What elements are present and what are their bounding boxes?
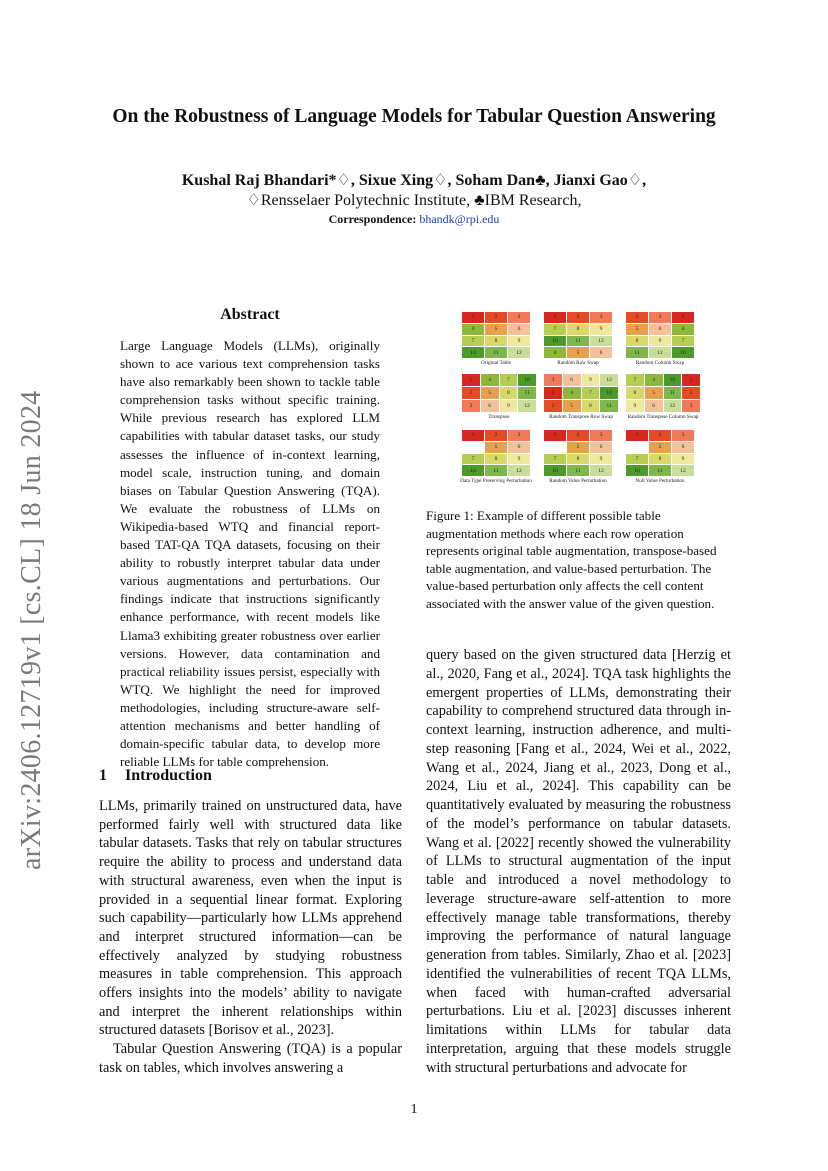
figure-table-grid bbox=[462, 430, 530, 476]
figure-table-cell: 7 bbox=[462, 454, 484, 465]
figure-table-cell: 1 bbox=[462, 430, 484, 441]
figure-table-cell: 6 bbox=[590, 442, 612, 453]
figure-table-cell: 11 bbox=[567, 336, 589, 347]
figure-table-cell: 11 bbox=[600, 400, 618, 412]
figure-table-cell: 12 bbox=[672, 465, 694, 476]
figure-table-cell: 8 bbox=[485, 454, 507, 465]
figure-table-cell: 12 bbox=[600, 374, 618, 386]
figure-table-cell: 2 bbox=[682, 387, 700, 399]
figure-table-grid bbox=[544, 430, 612, 476]
figure-table-cell: 2 bbox=[485, 430, 507, 441]
figure-panel-label: Transpose bbox=[488, 414, 510, 420]
figure-table-cell: 4 bbox=[563, 387, 581, 399]
figure-table-cell: 12 bbox=[518, 400, 536, 412]
figure-table-cell: 8 bbox=[500, 387, 518, 399]
figure-table-cell: 10 bbox=[544, 336, 566, 347]
figure-table-cell: 2 bbox=[626, 312, 648, 323]
figure-table-cell: 11 bbox=[664, 387, 682, 399]
figure-table-cell: 6 bbox=[508, 442, 530, 453]
figure-table-cell: 12 bbox=[649, 347, 671, 358]
figure-table-cell: 10 bbox=[462, 465, 484, 476]
figure-table-cell: 7 bbox=[582, 387, 600, 399]
section-number: 1 bbox=[99, 767, 107, 784]
figure-table-cell: 2 bbox=[567, 312, 589, 323]
figure-table-cell: 5 bbox=[567, 442, 589, 453]
figure-table-cell: 11 bbox=[485, 465, 507, 476]
figure-table-cell: 5 bbox=[649, 442, 671, 453]
figure-table-cell bbox=[544, 442, 566, 453]
figure-table-cell: 3 bbox=[649, 312, 671, 323]
correspondence-email-link[interactable]: bhandk@rpi.edu bbox=[419, 212, 500, 226]
figure-table-cell: 11 bbox=[485, 347, 507, 358]
figure-table-cell: 9 bbox=[508, 454, 530, 465]
figure-table-cell: 9 bbox=[508, 336, 530, 347]
figure-table-cell: 1 bbox=[626, 430, 648, 441]
figure-table-cell: 1 bbox=[682, 374, 700, 386]
figure-table-cell: 10 bbox=[672, 347, 694, 358]
figure-table-cell: 12 bbox=[590, 336, 612, 347]
figure-table-cell: 1 bbox=[672, 312, 694, 323]
figure-table-cell: 9 bbox=[500, 400, 518, 412]
figure-table-cell: 11 bbox=[567, 465, 589, 476]
figure-table-cell: 2 bbox=[485, 312, 507, 323]
figure-table-cell: 3 bbox=[462, 400, 480, 412]
figure-table-cell: 10 bbox=[600, 387, 618, 399]
figure-table-cell: 3 bbox=[508, 430, 530, 441]
section-title: Introduction bbox=[125, 767, 212, 784]
figure-table-cell: 9 bbox=[626, 400, 644, 412]
figure-table-cell: 8 bbox=[582, 400, 600, 412]
figure-table-cell: 9 bbox=[582, 374, 600, 386]
figure-panel-label: Null Value Perturbation bbox=[635, 478, 685, 484]
correspondence bbox=[60, 212, 768, 227]
figure-panel-label: Random Row Swap bbox=[557, 360, 599, 366]
figure-table-cell: 7 bbox=[672, 336, 694, 347]
figure-table-cell: 7 bbox=[500, 374, 518, 386]
figure-table-cell: 12 bbox=[508, 347, 530, 358]
figure-table-cell: 8 bbox=[626, 387, 644, 399]
figure-table-cell: 1 bbox=[462, 312, 484, 323]
intro-left-column bbox=[99, 797, 402, 1078]
abstract-heading: Abstract bbox=[220, 306, 280, 323]
figure-table-cell: 7 bbox=[626, 374, 644, 386]
figure-table-cell: 8 bbox=[485, 336, 507, 347]
figure-1 bbox=[462, 312, 698, 488]
figure-table-cell: 3 bbox=[544, 374, 562, 386]
figure-panel-label: Random Transpose Row Swap bbox=[549, 414, 613, 420]
figure-table-cell: 6 bbox=[590, 347, 612, 358]
figure-table-cell bbox=[462, 442, 484, 453]
figure-table-cell: 8 bbox=[567, 324, 589, 335]
figure-table-cell: 1 bbox=[544, 312, 566, 323]
figure-table-cell: 5 bbox=[645, 387, 663, 399]
figure-table-cell: 12 bbox=[664, 400, 682, 412]
abstract-text: Large Language Models (LLMs), originally shown to ace various text comprehension tasks have also remarkably been shown to tackle table comprehension tasks without specific training. While previous research has explored LLM capabilities with tabular dataset tasks, our study assesses the influence of in-context learning, model scale, instruction tuning, and domain biases on Tabular Question Answering (TQA). We evaluate the robustness of LLMs on Wikipedia-based WTQ and financial report-based TAT-QA TQA datasets, focusing on their ability to robustly interpret tabular data under various augmentations and perturbations. Our findings indicate that instructions significantly enhance performance, with recent models like Llama3 exhibiting greater robustness over earlier versions. However, data contamination and practical reliability issues persist, especially with WTQ. We highlight the need for improved methodologies, including structure-aware self-attention mechanisms and better handling of domain-specific tabular data, to develop more reliable LLMs for table comprehension. bbox=[120, 338, 380, 770]
section-heading-introduction bbox=[99, 767, 212, 785]
figure-table-cell: 6 bbox=[672, 442, 694, 453]
figure-table-cell: 4 bbox=[544, 347, 566, 358]
figure-table-cell: 12 bbox=[590, 465, 612, 476]
figure-table-cell: 10 bbox=[544, 465, 566, 476]
figure-table-cell: 3 bbox=[590, 430, 612, 441]
figure-table-cell: 3 bbox=[508, 312, 530, 323]
figure-table-cell: 5 bbox=[481, 387, 499, 399]
figure-table-cell: 3 bbox=[672, 430, 694, 441]
figure-table-cell: 4 bbox=[462, 324, 484, 335]
figure-table-cell: 2 bbox=[462, 387, 480, 399]
figure-table-cell: 3 bbox=[682, 400, 700, 412]
figure-table-cell: 6 bbox=[649, 324, 671, 335]
figure-table-cell: 7 bbox=[462, 336, 484, 347]
figure-table-cell: 5 bbox=[485, 442, 507, 453]
correspondence-label: Correspondence: bbox=[328, 212, 417, 226]
figure-panel-label: Random Value Perturbation bbox=[549, 478, 607, 484]
figure-table-cell: 7 bbox=[626, 454, 648, 465]
author-list: Kushal Raj Bhandari*♢, Sixue Xing♢, Soham Dan♣, Jianxi Gao♢, bbox=[181, 172, 647, 189]
figure-panel-label: Random Column Swap bbox=[635, 360, 685, 366]
figure-table-cell bbox=[626, 442, 648, 453]
figure-table-cell: 8 bbox=[649, 454, 671, 465]
figure-caption: Figure 1: Example of different possible table augmentation methods where each row operation represents original table augmentation, transpose-based table augmentation, and value-based perturbation. The value-based perturbation only affects the cell content associated with the answer value of the given question. bbox=[426, 508, 717, 611]
figure-table-cell: 2 bbox=[567, 430, 589, 441]
paper-title: On the Robustness of Language Models for Tabular Question Answering bbox=[112, 106, 716, 127]
figure-table-cell: 12 bbox=[508, 465, 530, 476]
figure-table-cell: 4 bbox=[481, 374, 499, 386]
figure-table-cell: 4 bbox=[672, 324, 694, 335]
figure-table-cell: 2 bbox=[649, 430, 671, 441]
figure-table-cell: 6 bbox=[563, 374, 581, 386]
figure-table-cell: 8 bbox=[567, 454, 589, 465]
figure-table-grid bbox=[544, 312, 612, 358]
figure-table-cell: 9 bbox=[672, 454, 694, 465]
figure-table-cell: 1 bbox=[462, 374, 480, 386]
figure-table-cell: 3 bbox=[590, 312, 612, 323]
figure-table-cell: 4 bbox=[645, 374, 663, 386]
figure-panel-label: Random Transpose Column Swap bbox=[627, 414, 699, 420]
figure-table-cell: 6 bbox=[508, 324, 530, 335]
page-number: 1 bbox=[410, 1102, 418, 1117]
figure-table-cell: 5 bbox=[567, 347, 589, 358]
figure-table-cell: 10 bbox=[518, 374, 536, 386]
figure-table-grid bbox=[626, 312, 694, 358]
figure-table-cell: 7 bbox=[544, 324, 566, 335]
figure-table-grid bbox=[462, 312, 530, 358]
figure-table-grid bbox=[544, 374, 618, 412]
affiliations: ♢Rensselaer Polytechnic Institute, ♣IBM Research, bbox=[246, 192, 582, 209]
figure-table-cell: 8 bbox=[626, 336, 648, 347]
arxiv-stamp: arXiv:2406.12719v1 [cs.CL] 18 Jun 2024 bbox=[16, 390, 47, 870]
figure-table-cell: 10 bbox=[664, 374, 682, 386]
figure-table-cell: 7 bbox=[544, 454, 566, 465]
figure-table-cell: 11 bbox=[626, 347, 648, 358]
intro-paragraph-2: Tabular Question Answering (TQA) is a popular task on tables, which involves answering a bbox=[99, 1041, 402, 1076]
figure-panel-label: Original Table bbox=[481, 360, 511, 366]
figure-table-cell: 10 bbox=[626, 465, 648, 476]
figure-table-cell: 9 bbox=[649, 336, 671, 347]
figure-table-cell: 9 bbox=[590, 324, 612, 335]
figure-table-cell: 6 bbox=[481, 400, 499, 412]
figure-table-cell: 2 bbox=[544, 400, 562, 412]
figure-table-cell: 1 bbox=[544, 387, 562, 399]
figure-table-cell: 11 bbox=[649, 465, 671, 476]
figure-table-cell: 9 bbox=[590, 454, 612, 465]
figure-table-grid bbox=[626, 374, 700, 412]
figure-table-cell: 11 bbox=[518, 387, 536, 399]
figure-table-cell: 1 bbox=[544, 430, 566, 441]
figure-table-cell: 5 bbox=[563, 400, 581, 412]
figure-table-cell: 10 bbox=[462, 347, 484, 358]
figure-panel-label: Data Type Preserving Perturbation bbox=[460, 478, 532, 484]
figure-table-grid bbox=[462, 374, 536, 412]
intro-right-column: query based on the given structured data [Herzig et al., 2020, Fang et al., 2024]. TQA task highlights the emergent properties of LLMs, demonstrating their capability to comprehend structured data through in-context learning, instruction adherence, and multi-step reasoning [Fang et al., 2024, Wei et al., 2022, Wang et al., 2024, Jiang et al., 2023, Dong et al., 2024, Liu et al., 2024]. This capability can be quantitatively evaluated by measuring the robustness of the model’s performance on tabular datasets. Wang et al. [2022] recently showed the vulnerability of LLMs to structural augmentation of the input table and introduced a novel methodology to leverage structure-aware self-attention to more effectively manage table transformations, thereby improving the performance of natural language generation from tables. Similarly, Zhao et al. [2023] identified the vulnerabilities of recent TQA LLMs, when faced with human-crafted adversarial perturbations. Liu et al. [2023] discusses inherent limitations within LLMs for tabular data interpretation, arguing that these models struggle with structural perturbations and advocate for bbox=[426, 647, 731, 1076]
figure-table-cell: 6 bbox=[645, 400, 663, 412]
figure-table-cell: 5 bbox=[485, 324, 507, 335]
figure-table-grid bbox=[626, 430, 694, 476]
figure-table-cell: 5 bbox=[626, 324, 648, 335]
intro-paragraph-1: LLMs, primarily trained on unstructured data, have performed fairly well with structured data like tabular datasets. Tasks that rely on tabular structures require the ability to process and understand data with structural awareness, even when the input is provided in a sequential linear format. Exploring such capability—particularly how LLMs apprehend and interpret structured information—can be effectively analyzed by studying robustness measures in table comprehension. This approach offers insights into the models’ ability to navigate and interpret the inherent relationships within structured datasets [Borisov et al., 2023]. bbox=[99, 798, 402, 1039]
